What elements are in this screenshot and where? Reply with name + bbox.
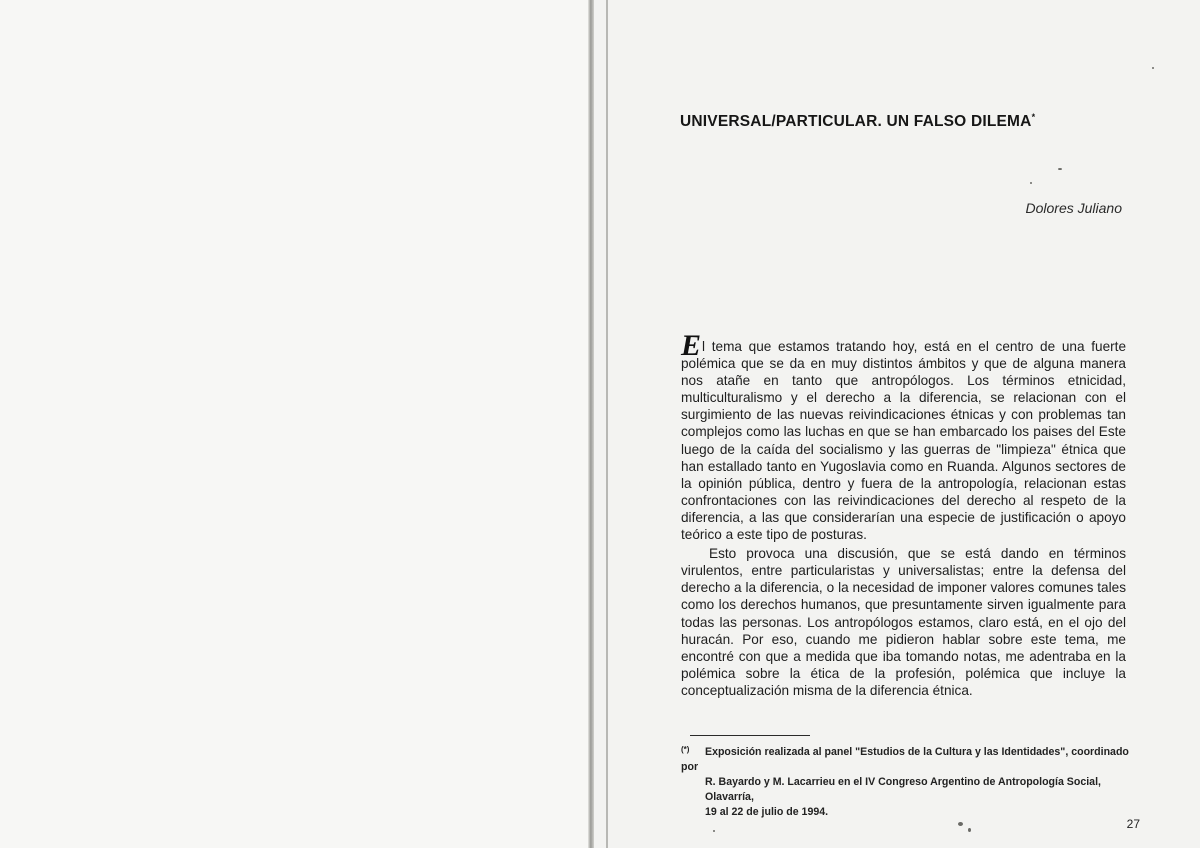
footnote-mark: (*) bbox=[681, 745, 690, 754]
paragraph-1 bbox=[681, 329, 1126, 543]
footnote-line-2: R. Bayardo y M. Lacarrieu en el IV Congreso Argentino de Antropología Social, Olavarría, bbox=[705, 776, 1101, 803]
scan-speck bbox=[958, 822, 963, 826]
scan-speck bbox=[1030, 182, 1032, 184]
article-title-text: UNIVERSAL/PARTICULAR. UN FALSO DILEMA bbox=[680, 113, 1032, 130]
article-title bbox=[680, 112, 1035, 131]
footnote bbox=[681, 742, 1131, 820]
page-number: 27 bbox=[1126, 817, 1140, 831]
article-body bbox=[681, 329, 1126, 699]
drop-cap: E bbox=[681, 329, 702, 362]
scan-speck bbox=[1058, 168, 1062, 170]
scan-speck bbox=[968, 828, 971, 832]
page-edge-line bbox=[606, 0, 608, 848]
scan-speck bbox=[1152, 67, 1154, 69]
blank-left-page bbox=[0, 0, 590, 848]
author-name: Dolores Juliano bbox=[1025, 200, 1122, 216]
paragraph-1-text: l tema que estamos tratando hoy, está en el centro de una fuerte polémica que se da en muy distintos ámbitos y que de alguna manera nos atañe en tanto que antropólogos. Los términos etnicidad, multiculturalismo y el derecho a la diferencia, se relacionan con el surgimiento de las nuevas reivindicaciones étnicas y con problemas tan complejos como las luchas en que se han embarcado los paises del Este luego de la caída del socialismo y las guerras de "limpieza" étnica que han estallado tanto en Yugoslavia como en Ruanda. Algunos sectores de la opinión pública, dentro y fuera de la antropología, relacionan estas confrontaciones con las reivindicaciones del derecho al respeto de la diferencia, a las que considerarían una especie de justificación o apoyo teórico a este tipo de posturas. bbox=[681, 339, 1126, 543]
footnote-line-3: 19 al 22 de julio de 1994. bbox=[705, 806, 829, 818]
title-footnote-mark: * bbox=[1031, 112, 1036, 122]
scan-speck bbox=[713, 830, 715, 832]
footnote-divider bbox=[690, 735, 810, 736]
footnote-line-1: Exposición realizada al panel "Estudios de la Cultura y las Identidades", coordinado por bbox=[681, 746, 1129, 773]
paragraph-2: Esto provoca una discusión, que se está dando en términos virulentos, entre particularistas y universalistas; entre la defensa del derecho a la diferencia, o la necesidad de imponer valores comunes tales como los derechos humanos, que presuntamente sirven igualmente para todas las personas. Los antropólogos estamos, claro está, en el ojo del huracán. Por eso, cuando me pidieron hablar sobre este tema, me encontré con que a medida que iba tomando notas, me adentraba en la polémica sobre la ética de la profesión, polémica que incluye la conceptualización misma de la diferencia étnica. bbox=[681, 546, 1126, 698]
